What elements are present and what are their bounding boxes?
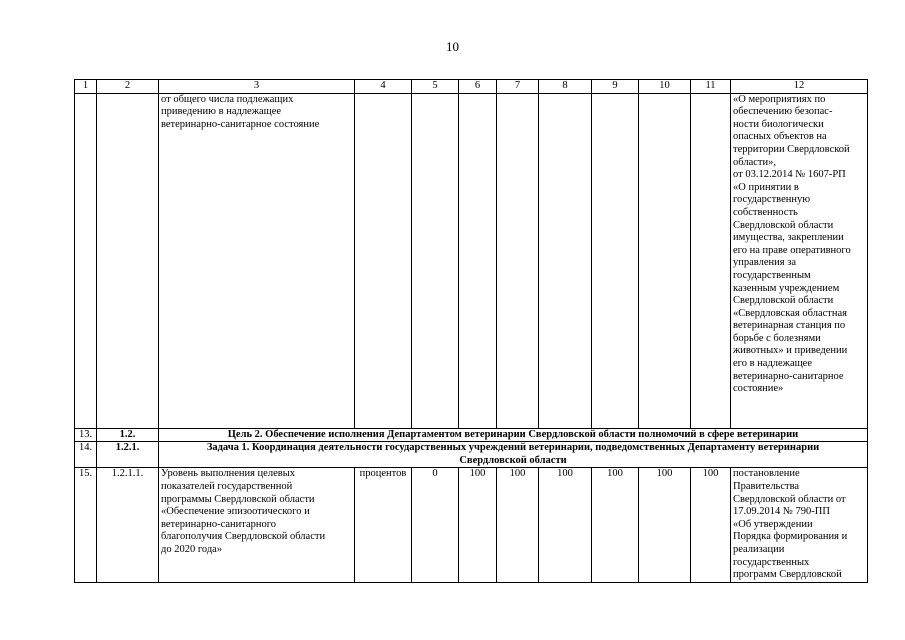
unit-cell: [355, 93, 412, 428]
table-row-task: [75, 442, 868, 468]
page-number: 10: [446, 39, 459, 54]
value-cell: 100: [497, 468, 539, 582]
header-cell: 6: [459, 80, 497, 94]
row-number-cell: 13.: [75, 428, 97, 442]
header-cell: 3: [159, 80, 355, 94]
value-cell: [539, 93, 592, 428]
goal-heading-cell: Цель 2. Обеспечение исполнения Департаментом ветеринарии Свердловской области полномочий в сфере ветеринарии: [159, 428, 868, 442]
header-cell: 12: [731, 80, 868, 94]
source-document-cell: «О мероприятиях по обеспечению безопас- ности биологически опасных объектов на территории Свердловской области», от 03.12.2014 № 1607-РП «О принятии в государственную собственность Свердловской области имущества, закреплении его на праве оперативного управления за государственным казенным учреждением Свердловской области «Свердловская областная ветеринарная станция по борьбе с болезнями животных» и приведении его в надлежащее ветеринарно-санитарное состояние»: [731, 93, 868, 428]
table-row-goal: [75, 428, 868, 442]
value-cell: [412, 93, 459, 428]
row-code-cell: 1.2.1.: [97, 442, 159, 468]
header-cell: 9: [592, 80, 639, 94]
row-code-cell: [97, 93, 159, 428]
table-row-indicator: [75, 468, 868, 582]
header-cell: 5: [412, 80, 459, 94]
value-cell: [639, 93, 691, 428]
row-code-cell: 1.2.1.1.: [97, 468, 159, 582]
value-cell: 100: [539, 468, 592, 582]
value-cell: 0: [412, 468, 459, 582]
header-cell: 8: [539, 80, 592, 94]
value-cell: 100: [592, 468, 639, 582]
value-cell: [691, 93, 731, 428]
value-cell: [459, 93, 497, 428]
header-cell: 2: [97, 80, 159, 94]
indicator-name-cell: Уровень выполнения целевых показателей государственной программы Свердловской области «Обеспечение эпизоотического и ветеринарно-санитарного благополучия Свердловской области до 2020 года»: [159, 468, 355, 582]
table-row-continuation: [75, 93, 868, 428]
column-number-row: [75, 80, 868, 94]
task-heading-cell: Задача 1. Координация деятельности государственных учреждений ветеринарии, подведомственных Департаменту ветеринарии Свердловской области: [159, 442, 868, 468]
row-number-cell: [75, 93, 97, 428]
value-cell: 100: [639, 468, 691, 582]
unit-cell: процентов: [355, 468, 412, 582]
value-cell: [592, 93, 639, 428]
value-cell: [497, 93, 539, 428]
header-cell: 4: [355, 80, 412, 94]
value-cell: 100: [459, 468, 497, 582]
header-cell: 1: [75, 80, 97, 94]
row-number-cell: 15.: [75, 468, 97, 582]
value-cell: 100: [691, 468, 731, 582]
row-number-cell: 14.: [75, 442, 97, 468]
indicator-table: [74, 79, 868, 583]
header-cell: 11: [691, 80, 731, 94]
indicator-name-cell: от общего числа подлежащих приведению в надлежащее ветеринарно-санитарное состояние: [159, 93, 355, 428]
header-cell: 10: [639, 80, 691, 94]
header-cell: 7: [497, 80, 539, 94]
source-document-cell: постановление Правительства Свердловской области от 17.09.2014 № 790-ПП «Об утверждении Порядка формирования и реализации государственных программ Свердловской: [731, 468, 868, 582]
row-code-cell: 1.2.: [97, 428, 159, 442]
